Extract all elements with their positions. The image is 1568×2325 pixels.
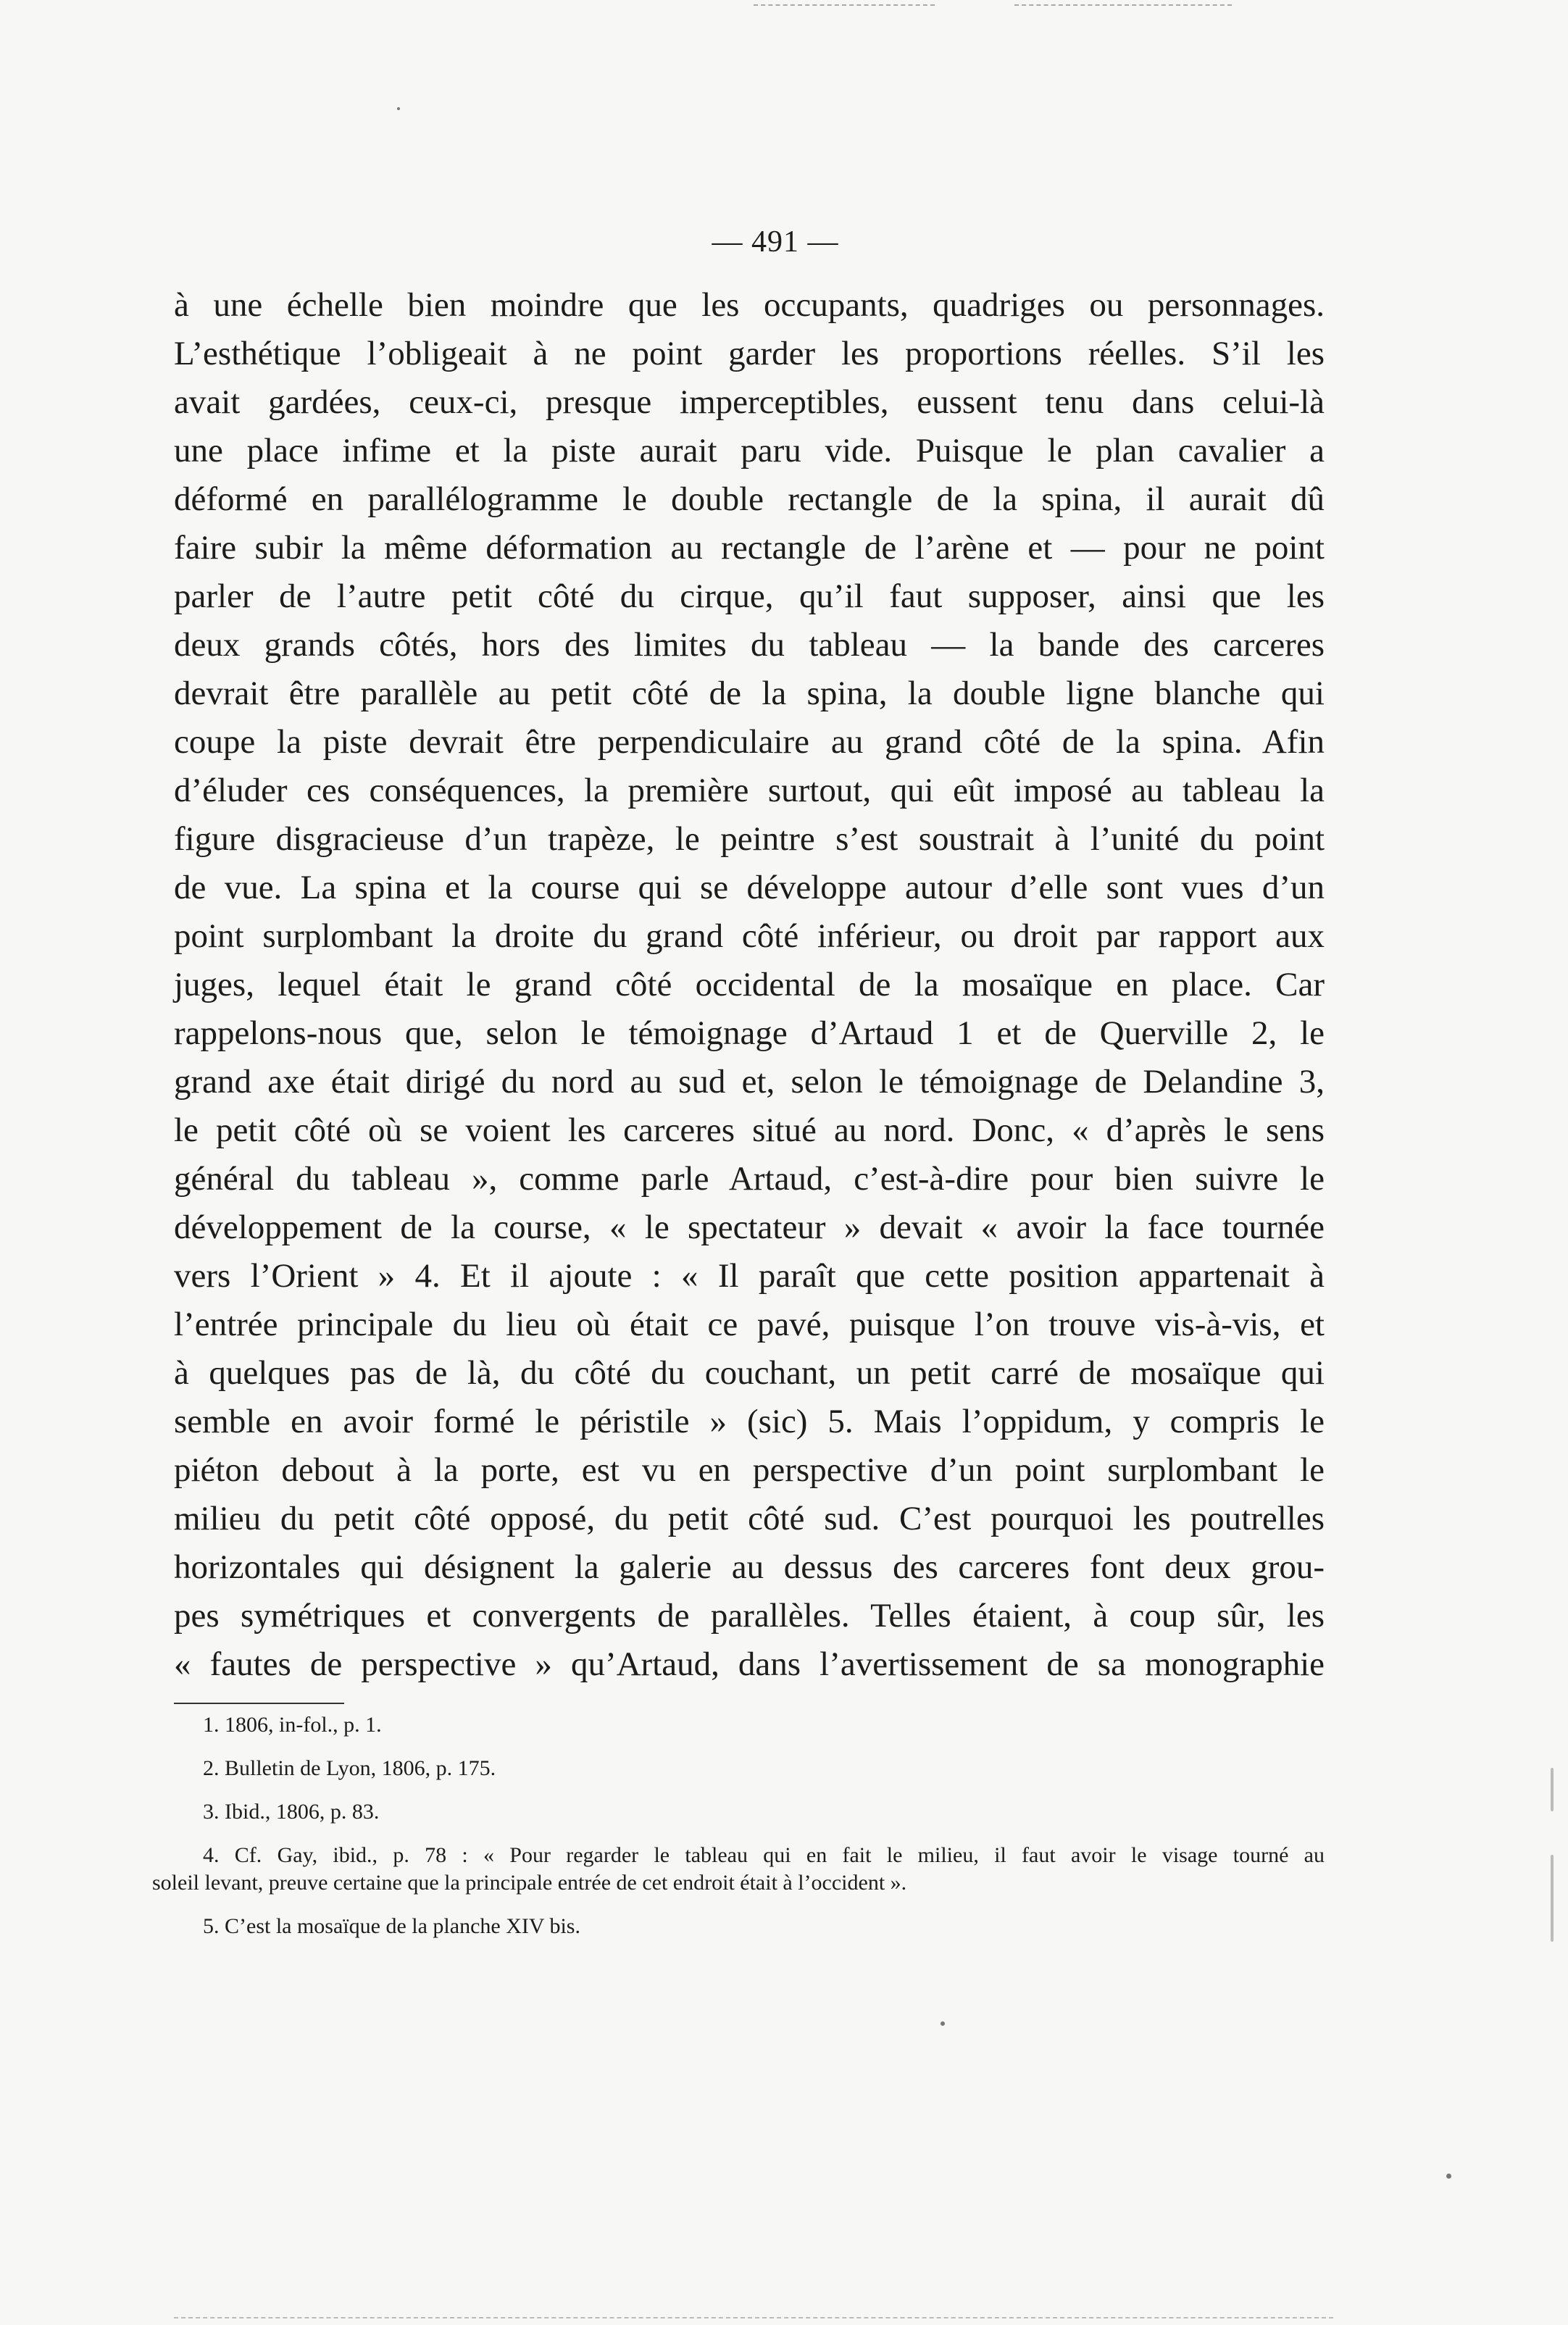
body-line: milieu du petit côté opposé, du petit côté sud. C’est pourquoi les poutrelles bbox=[174, 1500, 1325, 1537]
body-line: deux grands côtés, hors des limites du tableau — la bande des carceres bbox=[174, 626, 1325, 664]
body-line: à une échelle bien moindre que les occupants, quadriges ou personnages. bbox=[174, 286, 1325, 324]
footnote: 1. 1806, in-fol., p. 1. bbox=[203, 1713, 382, 1737]
body-line: devrait être parallèle au petit côté de la spina, la double ligne blanche qui bbox=[174, 675, 1325, 712]
scan-speck bbox=[1446, 2174, 1451, 2179]
body-line: rappelons-nous que, selon le témoignage d’Artaud 1 et de Querville 2, le bbox=[174, 1014, 1325, 1052]
footnote: 4. Cf. Gay, ibid., p. 78 : « Pour regarder le tableau qui en fait le milieu, il faut avoir le visage tourné au bbox=[203, 1843, 1325, 1867]
body-line: général du tableau », comme parle Artaud, c’est-à-dire pour bien suivre le bbox=[174, 1160, 1325, 1198]
footnote-continuation: soleil levant, preuve certaine que la principale entrée de cet endroit était à l’occident ». bbox=[152, 1871, 907, 1895]
scan-speck bbox=[397, 107, 400, 110]
scan-artifact-top-right bbox=[1014, 4, 1232, 6]
body-line: développement de la course, « le spectateur » devait « avoir la face tournée bbox=[174, 1209, 1325, 1246]
footnotes bbox=[152, 1711, 1325, 1940]
body-line: figure disgracieuse d’un trapèze, le peintre s’est soustrait à l’unité du point bbox=[174, 820, 1325, 858]
body-line: juges, lequel était le grand côté occidental de la mosaïque en place. Car bbox=[174, 966, 1325, 1003]
body-line: vers l’Orient » 4. Et il ajoute : « Il paraît que cette position appartenait à bbox=[174, 1257, 1325, 1295]
footnote-separator bbox=[174, 1703, 344, 1704]
footnote: 5. C’est la mosaïque de la planche XIV bis. bbox=[203, 1914, 580, 1938]
footnote: 3. Ibid., 1806, p. 83. bbox=[203, 1800, 380, 1824]
body-line: à quelques pas de là, du côté du couchant, un petit carré de mosaïque qui bbox=[174, 1354, 1325, 1392]
body-line: pes symétriques et convergents de parallèles. Telles étaient, à coup sûr, les bbox=[174, 1597, 1325, 1635]
body-line: semble en avoir formé le péristile » (sic) 5. Mais l’oppidum, y compris le bbox=[174, 1403, 1325, 1440]
body-line: « fautes de perspective » qu’Artaud, dans l’avertissement de sa monographie bbox=[174, 1645, 1325, 1683]
scan-speck bbox=[941, 2021, 945, 2026]
scan-artifact-top bbox=[754, 4, 935, 6]
body-line: point surplombant la droite du grand côté inférieur, ou droit par rapport aux bbox=[174, 917, 1325, 955]
footnote: 2. Bulletin de Lyon, 1806, p. 175. bbox=[203, 1756, 496, 1780]
body-line: avait gardées, ceux-ci, presque imperceptibles, eussent tenu dans celui-là bbox=[174, 383, 1325, 421]
body-line: déformé en parallélogramme le double rectangle de la spina, il aurait dû bbox=[174, 480, 1325, 518]
body-line: parler de l’autre petit côté du cirque, qu’il faut supposer, ainsi que les bbox=[174, 577, 1325, 615]
scan-edge-mark bbox=[1551, 1855, 1554, 1942]
body-line: de vue. La spina et la course qui se développe autour d’elle sont vues d’un bbox=[174, 869, 1325, 906]
scan-artifact-bottom bbox=[174, 2317, 1333, 2318]
scan-edge-mark bbox=[1551, 1768, 1554, 1811]
body-line: le petit côté où se voient les carceres situé au nord. Donc, « d’après le sens bbox=[174, 1111, 1325, 1149]
body-line: une place infime et la piste aurait paru vide. Puisque le plan cavalier a bbox=[174, 432, 1325, 469]
body-line: piéton debout à la porte, est vu en perspective d’un point surplombant le bbox=[174, 1451, 1325, 1489]
page-number: — 491 — bbox=[712, 225, 839, 259]
body-line: horizontales qui désignent la galerie au dessus des carceres font deux grou- bbox=[174, 1548, 1325, 1586]
body-line: grand axe était dirigé du nord au sud et, selon le témoignage de Delandine 3, bbox=[174, 1063, 1325, 1101]
body-line: L’esthétique l’obligeait à ne point garder les proportions réelles. S’il les bbox=[174, 335, 1325, 372]
body-line: coupe la piste devrait être perpendiculaire au grand côté de la spina. Afin bbox=[174, 723, 1325, 761]
body-text bbox=[174, 281, 1325, 1689]
body-line: d’éluder ces conséquences, la première surtout, qui eût imposé au tableau la bbox=[174, 772, 1325, 809]
body-line: l’entrée principale du lieu où était ce pavé, puisque l’on trouve vis-à-vis, et bbox=[174, 1306, 1325, 1343]
body-line: faire subir la même déformation au rectangle de l’arène et — pour ne point bbox=[174, 529, 1325, 567]
